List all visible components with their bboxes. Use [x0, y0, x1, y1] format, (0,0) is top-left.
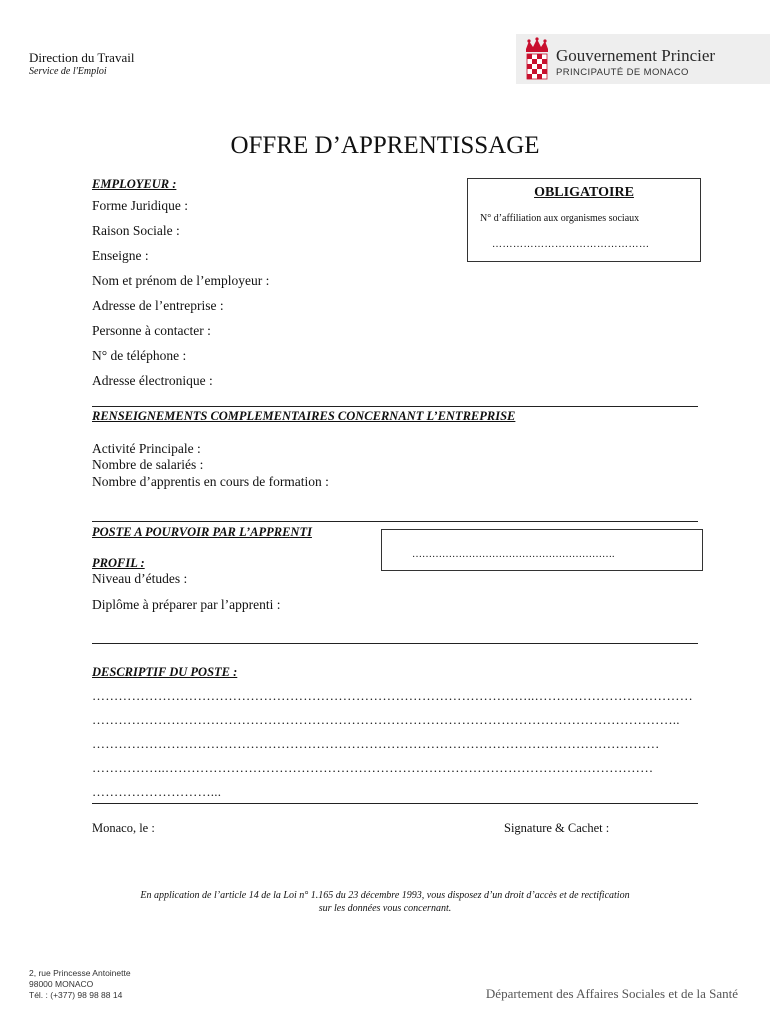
government-logo: [516, 34, 770, 84]
field-niveau-etudes: Niveau d’études :: [92, 571, 188, 586]
employeur-section-label: EMPLOYEUR :: [92, 177, 177, 191]
field-nombre-salaries: Nombre de salariés :: [92, 457, 204, 472]
monaco-crown-shield-icon: [522, 37, 552, 81]
descriptif-section-label: DESCRIPTIF DU POSTE :: [92, 665, 238, 679]
field-diplome: Diplôme à préparer par l’apprenti :: [92, 597, 281, 612]
obligatoire-box: [467, 178, 701, 262]
descriptif-line[interactable]: ……………………………………………………………………………………………………………………..: [92, 712, 680, 727]
footer-address-city: 98000 MONACO: [29, 979, 94, 989]
footer-address-street: 2, rue Princesse Antoinette: [29, 968, 131, 978]
field-forme-juridique: Forme Juridique :: [92, 198, 188, 213]
affiliation-label: N° d’affiliation aux organismes sociaux: [480, 213, 640, 224]
descriptif-line[interactable]: ………………………...: [92, 784, 222, 799]
renseignements-section-label: RENSEIGNEMENTS COMPLEMENTAIRES CONCERNANT L’ENTREPRISE: [92, 409, 516, 423]
field-nom-employeur: Nom et prénom de l’employeur :: [92, 273, 270, 288]
field-nombre-apprentis: Nombre d’apprentis en cours de formation :: [92, 474, 329, 489]
poste-field[interactable]: …………………………………………………….: [412, 549, 615, 560]
field-raison-sociale: Raison Sociale :: [92, 223, 180, 238]
logo-subtitle: PRINCIPAUTÉ DE MONACO: [556, 67, 689, 78]
poste-box: [381, 529, 703, 571]
header-department: Direction du Travail: [29, 50, 135, 65]
legal-notice-line2: sur les données vous concernant.: [318, 903, 452, 914]
field-personne-contact: Personne à contacter :: [92, 323, 211, 338]
legal-notice-line1: En application de l’article 14 de la Loi n° 1.165 du 23 décembre 1993, vous disposez d’un droit d’accès et de rectification: [140, 890, 630, 901]
field-enseigne: Enseigne :: [92, 248, 149, 263]
affiliation-number-field[interactable]: ………………………………………: [492, 239, 650, 250]
footer-phone: Tél. : (+377) 98 98 88 14: [29, 990, 123, 1000]
logo-title: Gouvernement Princier: [556, 46, 716, 65]
field-activite-principale: Activité Principale :: [92, 441, 201, 456]
place-date-label: Monaco, le :: [92, 821, 155, 835]
divider: [92, 521, 698, 522]
document-title: OFFRE D’APPRENTISSAGE: [230, 132, 540, 159]
field-adresse-entreprise: Adresse de l’entreprise :: [92, 298, 224, 313]
divider: [92, 803, 698, 804]
descriptif-line[interactable]: …………………………………………………………………………………………………………………: [92, 736, 660, 751]
descriptif-line[interactable]: ……………..…………………………………………………………………………………………………: [92, 760, 654, 775]
header-service: Service de l'Emploi: [29, 66, 107, 77]
field-adresse-electronique: Adresse électronique :: [92, 373, 213, 388]
profil-section-label: PROFIL :: [92, 556, 145, 570]
obligatoire-title: OBLIGATOIRE: [534, 185, 634, 200]
divider: [92, 643, 698, 644]
field-telephone: N° de téléphone :: [92, 348, 187, 363]
descriptif-line[interactable]: ………………………………………………………………………………………..………………………………: [92, 688, 693, 703]
divider: [92, 406, 698, 407]
footer-department: Département des Affaires Sociales et de la Santé: [485, 986, 738, 1001]
signature-cachet-label: Signature & Cachet :: [504, 821, 610, 835]
poste-section-label: POSTE A POURVOIR PAR L’APPRENTI: [92, 525, 312, 539]
